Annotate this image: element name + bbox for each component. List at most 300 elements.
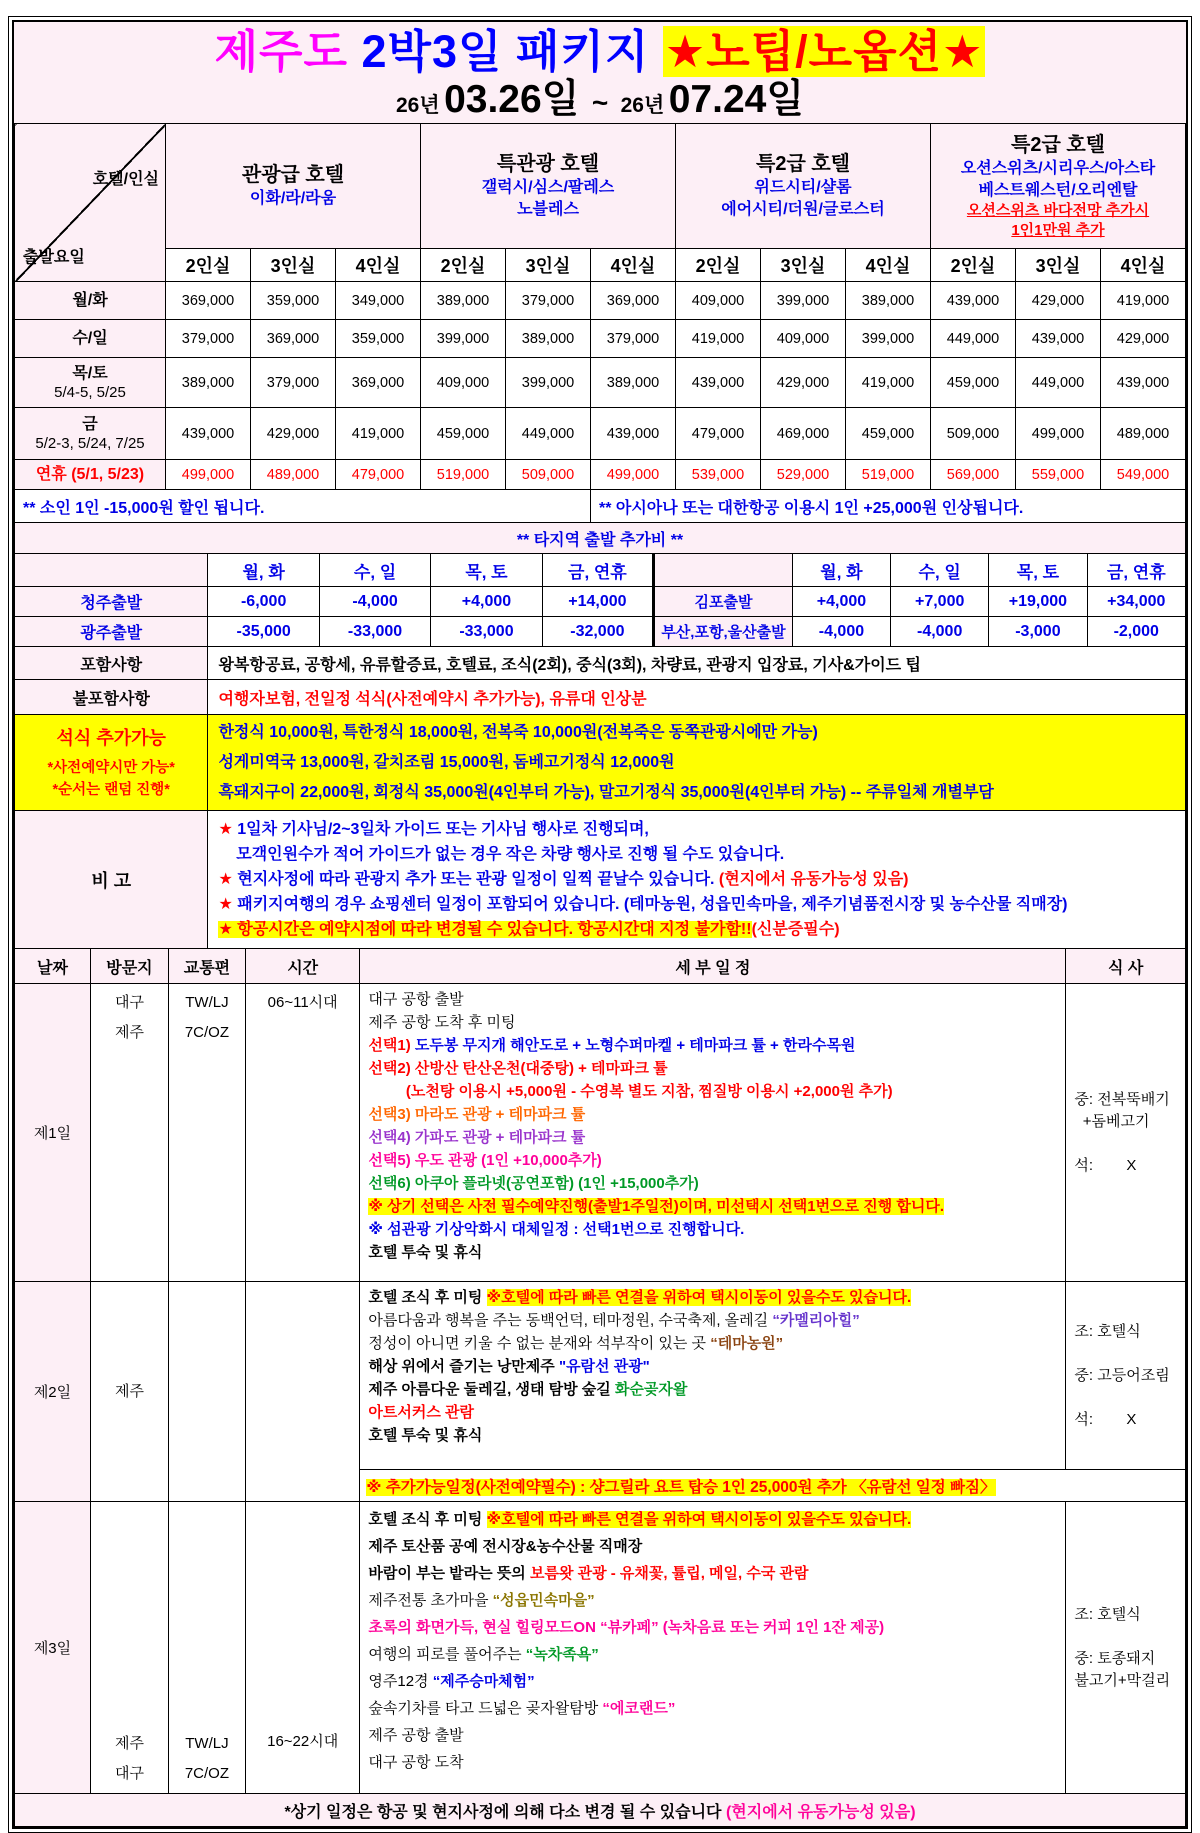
page-inner-border xyxy=(12,20,1188,1829)
price-cell: 509,000 xyxy=(931,408,1016,460)
price-cell: 409,000 xyxy=(421,358,506,408)
detail-line xyxy=(368,1332,1061,1355)
room-type-header: 4인실 xyxy=(846,249,931,282)
dinner-option-line: 한정식 10,000원, 특한정식 18,000원, 전복죽 10,000원(전복죽은 동쪽관광시에만 가능) xyxy=(218,723,818,741)
airline-codes: TW/LJ xyxy=(185,994,229,1011)
price-cell: 399,000 xyxy=(761,282,846,320)
price-cell: 549,000 xyxy=(1101,460,1186,490)
time-cell xyxy=(245,1502,359,1794)
price-cell: 429,000 xyxy=(761,358,846,408)
price-cell: 429,000 xyxy=(1101,320,1186,358)
text-segment: (노천탕 이용시 +5,000원 - 수영복 별도 지참, 찜질방 이용시 +2,000원 추가) xyxy=(368,1083,893,1100)
itinerary-day-row xyxy=(15,1502,1186,1794)
price-cell: 379,000 xyxy=(591,320,676,358)
text-segment: 도두봉 무지개 해안도로 + 노형수퍼마켙 + 테마파크 튤 + 한라수목원 xyxy=(414,1037,856,1054)
day-label-text: 수/일 xyxy=(72,329,108,347)
price-cell: 519,000 xyxy=(421,460,506,490)
title-block xyxy=(14,22,1186,124)
text-segment: 선택6) 아쿠아 플라넷(공연포함) (1인 +15,000추가) xyxy=(368,1175,699,1192)
hotel-room-corner-cell xyxy=(15,124,166,282)
text-segment: 호텔 조식 후 미팅 xyxy=(368,1289,487,1306)
detail-line xyxy=(368,1286,1061,1309)
room-type-header: 4인실 xyxy=(591,249,676,282)
itinerary-column-header: 날짜 xyxy=(15,949,91,984)
surcharge-day-header: 금, 연휴 xyxy=(1087,554,1185,587)
dinner-label-line: 석식 추가가능 xyxy=(56,728,166,749)
surcharge-value: +4,000 xyxy=(431,587,542,617)
blank-cell xyxy=(15,554,208,587)
transport-cell xyxy=(168,1502,245,1794)
detail-line xyxy=(368,1057,1061,1080)
date-range xyxy=(14,77,1186,121)
title-notip-badge: ★노팁/노옵션★ xyxy=(664,26,984,77)
surcharge-value: -32,000 xyxy=(542,617,653,647)
day-label-dates: 5/4-5, 5/25 xyxy=(54,383,126,401)
meal-line: 불고기+막걸리 xyxy=(1074,1671,1171,1689)
surcharge-value: -3,000 xyxy=(989,617,1087,647)
price-cell: 369,000 xyxy=(336,358,421,408)
surcharge-day-header: 금, 연휴 xyxy=(542,554,653,587)
itinerary-column-header: 방문지 xyxy=(90,949,168,984)
meal-line: 조: 호텔식 xyxy=(1074,1605,1141,1623)
dinner-addon-options xyxy=(208,715,1186,811)
price-cell: 379,000 xyxy=(166,320,251,358)
text-segment: 현지사정에 따라 관광지 추가 또는 관광 일정이 일찍 끝날수 있습니다. xyxy=(232,871,719,888)
meal-line: 중: 토종돼지 xyxy=(1074,1649,1156,1667)
hotel-red-note: 오션스위츠 바다전망 추가시 xyxy=(966,202,1150,220)
price-cell: 379,000 xyxy=(251,358,336,408)
day-number-cell: 제2일 xyxy=(15,1282,91,1502)
hotel-group-header xyxy=(931,124,1186,249)
price-cell: 449,000 xyxy=(1016,358,1101,408)
detail-line xyxy=(368,1401,1061,1424)
hotel-names: 갤럭시/심스/팔레스 xyxy=(481,179,615,197)
meals-cell xyxy=(1066,1282,1186,1470)
price-row xyxy=(15,358,1186,408)
hotel-group-header xyxy=(166,124,421,249)
price-row xyxy=(15,282,1186,320)
price-cell: 369,000 xyxy=(166,282,251,320)
surcharge-value: +7,000 xyxy=(891,587,989,617)
surcharge-value: -6,000 xyxy=(208,587,319,617)
text-segment: 정성이 아니면 키울 수 없는 분재와 석부작이 있는 곳 xyxy=(368,1335,711,1352)
hotel-header-row xyxy=(15,124,1186,249)
price-cell: 509,000 xyxy=(506,460,591,490)
text-segment: 대구 공항 도착 xyxy=(368,1754,464,1771)
detail-line xyxy=(368,1309,1061,1332)
corner-label-hotel: 호텔/인실 xyxy=(92,171,159,188)
departure-city-label: 청주출발 xyxy=(15,587,208,617)
room-type-header: 2인실 xyxy=(931,249,1016,282)
date-end: 07.24일 xyxy=(668,77,805,121)
meals-cell xyxy=(1066,1502,1186,1794)
meals-cell xyxy=(1066,984,1186,1282)
itinerary-table xyxy=(14,948,1186,1827)
place-cell xyxy=(90,984,168,1282)
date-start: 03.26일 xyxy=(444,77,580,121)
day-label-text: 금 xyxy=(82,415,98,433)
surcharge-value: -4,000 xyxy=(319,587,430,617)
room-type-header: 2인실 xyxy=(421,249,506,282)
price-cell: 569,000 xyxy=(931,460,1016,490)
price-cell: 529,000 xyxy=(761,460,846,490)
price-cell: 399,000 xyxy=(421,320,506,358)
text-segment: 제주전통 초가마을 xyxy=(368,1592,493,1609)
transport-cell xyxy=(168,1282,245,1502)
text-segment: 제주 아름다운 둘레길, 생태 탐방 숲길 xyxy=(368,1381,615,1398)
excluded-text: 여행자보험, 전일정 석식(사전예약시 추가가능), 유류대 인상분 xyxy=(208,680,1186,715)
dinner-addon-label xyxy=(15,715,208,811)
surcharge-value: +14,000 xyxy=(542,587,653,617)
price-cell: 449,000 xyxy=(506,408,591,460)
text-segment: 선택1) xyxy=(368,1037,415,1054)
text-segment: 호텔 조식 후 미팅 xyxy=(368,1511,487,1528)
hotel-red-note: 1인1만원 추가 xyxy=(1011,221,1105,239)
hotel-grade-name: 특관광 호텔 xyxy=(496,153,600,176)
text-segment: ★ xyxy=(218,821,233,838)
detail-line xyxy=(368,1378,1061,1401)
price-cell: 499,000 xyxy=(591,460,676,490)
price-cell: 469,000 xyxy=(761,408,846,460)
price-cell: 459,000 xyxy=(931,358,1016,408)
departure-day-label xyxy=(15,282,166,320)
price-cell: 359,000 xyxy=(251,282,336,320)
airline-surcharge-note: ** 아시아나 또는 대한항공 이용시 1인 +25,000원 인상됩니다. xyxy=(591,490,1186,523)
meal-line: 중: 전복뚝배기 xyxy=(1074,1090,1170,1108)
text-segment: 제주 공항 출발 xyxy=(368,1727,464,1744)
room-type-header: 2인실 xyxy=(166,249,251,282)
remark-line xyxy=(218,817,1181,842)
airline-codes: 7C/OZ xyxy=(184,1024,230,1041)
dinner-label-line: *사전예약시만 가능* xyxy=(47,760,175,777)
price-row xyxy=(15,320,1186,358)
detail-line xyxy=(368,1695,1061,1722)
text-segment: (신분증필수) xyxy=(751,921,840,938)
detail-line xyxy=(368,1668,1061,1695)
surcharge-value: -2,000 xyxy=(1087,617,1185,647)
text-segment: ※ 섬관광 기상악화시 대체일정 : 선택1번으로 진행합니다. xyxy=(368,1221,745,1238)
remark-line xyxy=(218,867,1181,892)
text-segment: ★ 항공시간은 예약시점에 따라 변경될 수 있습니다. 항공시간대 지정 불가함!! xyxy=(218,921,752,938)
surcharge-row xyxy=(15,587,1186,617)
detail-line xyxy=(368,1641,1061,1668)
departure-city-label: 김포출발 xyxy=(654,587,793,617)
price-cell: 379,000 xyxy=(506,282,591,320)
price-cell: 479,000 xyxy=(336,460,421,490)
dinner-option-line: 성게미역국 13,000원, 갈치조림 15,000원, 돔베고기정식 12,000원 xyxy=(218,753,675,771)
included-row xyxy=(15,647,1186,680)
surcharge-day-header: 월, 화 xyxy=(208,554,319,587)
day-label-text: 목/토 xyxy=(72,364,108,382)
text-segment: “테마농원” xyxy=(710,1335,784,1352)
price-cell: 429,000 xyxy=(251,408,336,460)
hotel-grade-name: 특2급 호텔 xyxy=(756,153,850,176)
price-cell: 439,000 xyxy=(1101,358,1186,408)
blank-cell xyxy=(654,554,793,587)
price-cell: 409,000 xyxy=(676,282,761,320)
text-segment: ★ xyxy=(218,871,233,888)
detail-line xyxy=(368,1103,1061,1126)
dinner-addon-row xyxy=(15,715,1186,811)
itinerary-column-header: 교통편 xyxy=(168,949,245,984)
title-package-text: 2박3일 패키지 xyxy=(347,26,663,77)
price-cell: 449,000 xyxy=(931,320,1016,358)
price-cell: 359,000 xyxy=(336,320,421,358)
price-cell: 389,000 xyxy=(591,358,676,408)
text-segment: “카멜리아힐” xyxy=(772,1312,860,1329)
text-segment: "유람선 관광" xyxy=(558,1358,650,1375)
text-segment: 영주12경 xyxy=(368,1673,433,1690)
day-details xyxy=(360,984,1066,1282)
place-name: 제주 xyxy=(114,1024,144,1041)
surcharge-value: +34,000 xyxy=(1087,587,1185,617)
price-cell: 409,000 xyxy=(761,320,846,358)
departure-day-label xyxy=(15,320,166,358)
airline-codes: 7C/OZ xyxy=(184,1765,230,1782)
detail-line xyxy=(368,1218,1061,1241)
itinerary-footer-row xyxy=(15,1794,1186,1827)
date-year-end: 26년 xyxy=(620,93,665,117)
excluded-label: 불포함사항 xyxy=(15,680,208,715)
price-cell: 419,000 xyxy=(336,408,421,460)
price-cell: 369,000 xyxy=(251,320,336,358)
itinerary-day-row xyxy=(15,1282,1186,1470)
day-number-cell: 제1일 xyxy=(15,984,91,1282)
text-segment: 바람이 부는 밭라는 뜻의 xyxy=(368,1565,530,1582)
departure-day-label xyxy=(15,408,166,460)
detail-line xyxy=(368,1172,1061,1195)
remark-line xyxy=(218,892,1181,917)
price-cell: 389,000 xyxy=(506,320,591,358)
detail-line xyxy=(368,1126,1061,1149)
surcharge-day-header: 월, 화 xyxy=(792,554,890,587)
meal-line: 석: X xyxy=(1074,1410,1137,1428)
surcharge-day-header: 목, 토 xyxy=(431,554,542,587)
text-segment: 여행의 피로를 풀어주는 xyxy=(368,1646,526,1663)
price-cell: 369,000 xyxy=(591,282,676,320)
price-cell: 419,000 xyxy=(846,358,931,408)
itinerary-column-header: 세 부 일 정 xyxy=(360,949,1066,984)
time-cell xyxy=(245,984,359,1282)
surcharge-day-header: 목, 토 xyxy=(989,554,1087,587)
hotel-group-header xyxy=(421,124,676,249)
detail-line xyxy=(368,1533,1061,1560)
page-title xyxy=(14,26,1186,78)
price-cell: 439,000 xyxy=(676,358,761,408)
departure-city-label: 부산,포항,울산출발 xyxy=(654,617,793,647)
price-cell: 439,000 xyxy=(931,282,1016,320)
text-segment: ★ xyxy=(218,896,233,913)
corner-label-departure-day: 출발요일 xyxy=(23,249,85,266)
text-segment: ※호텔에 따라 빠른 연결을 위하여 택시이동이 있을수도 있습니다. xyxy=(486,1289,912,1306)
child-discount-note: ** 소인 1인 -15,000원 할인 됩니다. xyxy=(15,490,591,523)
room-type-header: 3인실 xyxy=(506,249,591,282)
detail-line xyxy=(368,1011,1061,1034)
hotel-names: 노블레스 xyxy=(517,201,579,218)
time-range: 06~11시대 xyxy=(267,994,338,1011)
meal-line xyxy=(1074,1133,1184,1155)
detail-line xyxy=(368,1195,1061,1218)
detail-line xyxy=(368,1749,1061,1776)
date-year-start: 26년 xyxy=(395,93,440,117)
text-segment: 제주 토산품 공예 전시장&농수산물 직매장 xyxy=(368,1538,643,1555)
detail-line xyxy=(368,1241,1061,1264)
price-table xyxy=(14,123,1186,523)
price-cell: 439,000 xyxy=(166,408,251,460)
room-type-header: 3인실 xyxy=(251,249,336,282)
text-segment: 화순곶자왈 xyxy=(614,1381,688,1398)
price-cell: 439,000 xyxy=(1016,320,1101,358)
price-cell: 489,000 xyxy=(1101,408,1186,460)
remarks-label: 비 고 xyxy=(15,811,208,949)
day-label-dates: 5/2-3, 5/24, 7/25 xyxy=(35,434,145,452)
text-segment: 대구 공항 출발 xyxy=(368,991,464,1008)
surcharge-value: -4,000 xyxy=(792,617,890,647)
price-cell: 519,000 xyxy=(846,460,931,490)
airline-codes: TW/LJ xyxy=(185,1735,229,1752)
day-number-cell: 제3일 xyxy=(15,1502,91,1794)
price-cell: 559,000 xyxy=(1016,460,1101,490)
price-cell: 389,000 xyxy=(421,282,506,320)
time-cell xyxy=(245,1282,359,1502)
surcharge-info-table xyxy=(14,522,1186,949)
text-segment: 호텔 투숙 및 휴식 xyxy=(368,1427,483,1444)
hotel-names: 위드시티/샬롬 xyxy=(754,179,852,197)
text-segment: 패키지여행의 경우 쇼핑센터 일정이 포함되어 있습니다. (테마농원, 성읍민속마을, 제주기념품전시장 및 농수산물 직매장) xyxy=(232,896,1068,913)
surcharge-value: -33,000 xyxy=(319,617,430,647)
room-type-header: 2인실 xyxy=(676,249,761,282)
text-segment: “성읍민속마을” xyxy=(492,1592,595,1609)
time-range: 16~22시대 xyxy=(267,1733,339,1750)
text-segment: 아름다움과 행복을 주는 동백언덕, 테마정원, 수국축제, 올레길 xyxy=(368,1312,773,1329)
dinner-option-line: 흑돼지구이 22,000원, 회정식 35,000원(4인부터 가능), 말고기정식 35,000원(4인부터 가능) -- 주류일체 개별부담 xyxy=(218,783,994,801)
text-segment: 선택2) 산방산 탄산온천(대중탕) + 테마파크 튤 xyxy=(368,1060,668,1077)
surcharge-row xyxy=(15,617,1186,647)
price-cell: 489,000 xyxy=(251,460,336,490)
text-segment: (현지에서 유동가능성 있음) xyxy=(718,871,909,888)
detail-line xyxy=(368,1560,1061,1587)
surcharge-title-row xyxy=(15,523,1186,554)
text-segment: 호텔 투숙 및 휴식 xyxy=(368,1244,483,1261)
detail-line xyxy=(368,1722,1061,1749)
excluded-row xyxy=(15,680,1186,715)
meal-line: 중: 고등어조림 xyxy=(1074,1366,1170,1384)
room-type-row xyxy=(15,249,1186,282)
detail-line xyxy=(368,1424,1061,1447)
price-cell: 459,000 xyxy=(846,408,931,460)
hotel-names: 이화/라/라움 xyxy=(249,190,337,208)
text-segment: ※호텔에 따라 빠른 연결을 위하여 택시이동이 있을수도 있습니다. xyxy=(486,1511,912,1528)
price-row xyxy=(15,408,1186,460)
schedule-change-footnote xyxy=(15,1794,1186,1827)
surcharge-day-header: 수, 일 xyxy=(891,554,989,587)
meal-line xyxy=(1074,1387,1184,1409)
surcharge-header-row xyxy=(15,554,1186,587)
text-segment: 보름왓 관광 - 유채꽃, 튤립, 메일, 수국 관람 xyxy=(529,1565,809,1582)
price-cell: 539,000 xyxy=(676,460,761,490)
place-cell xyxy=(90,1502,168,1794)
place-name: 제주 xyxy=(114,1735,144,1752)
dinner-label-line: *순서는 랜덤 진행* xyxy=(52,781,170,798)
surcharge-value: +19,000 xyxy=(989,587,1087,617)
detail-line xyxy=(368,1034,1061,1057)
text-segment: “녹차족욕” xyxy=(525,1646,599,1663)
price-cell: 399,000 xyxy=(846,320,931,358)
day-label-text: 연휴 (5/1, 5/23) xyxy=(35,465,145,483)
included-label: 포함사항 xyxy=(15,647,208,680)
hotel-grade-name: 관광급 호텔 xyxy=(241,164,345,187)
meal-line: +돔베고기 xyxy=(1074,1112,1150,1130)
title-destination: 제주도 xyxy=(214,26,348,77)
hotel-names: 에어시티/더원/글로스터 xyxy=(721,201,885,218)
day-details xyxy=(360,1502,1066,1794)
price-cell: 389,000 xyxy=(846,282,931,320)
hotel-grade-name: 특2급 호텔 xyxy=(1011,133,1105,156)
price-cell: 499,000 xyxy=(166,460,251,490)
transport-cell xyxy=(168,984,245,1282)
place-name: 대구 xyxy=(114,1765,144,1782)
price-cell: 439,000 xyxy=(591,408,676,460)
text-segment: 초록의 화면가득, 현실 힐링모드ON “뷰카페” (녹차음료 또는 커피 1인 1잔 제공) xyxy=(368,1619,885,1636)
room-type-header: 3인실 xyxy=(1016,249,1101,282)
itinerary-day-row xyxy=(15,984,1186,1282)
footnote-text: *상기 일정은 항공 및 현지사정에 의해 다소 변경 될 수 있습니다 xyxy=(284,1803,726,1821)
detail-line xyxy=(368,1506,1061,1533)
hotel-names: 오션스위츠/시리우스/아스타 xyxy=(960,159,1156,177)
additional-option-text: ※ 추가가능일정(사전예약필수) : 샹그릴라 요트 탑승 1인 25,000원 추가 〈유람선 일정 빠짐〉 xyxy=(366,1478,996,1496)
text-segment: 해상 위에서 즐기는 낭만제주 xyxy=(368,1358,559,1375)
price-cell: 349,000 xyxy=(336,282,421,320)
text-segment: 선택5) 우도 관광 (1인 +10,000추가) xyxy=(368,1152,602,1169)
detail-line xyxy=(368,1614,1061,1641)
surcharge-value: -33,000 xyxy=(431,617,542,647)
price-row xyxy=(15,460,1186,490)
meal-line: 조: 호텔식 xyxy=(1074,1322,1141,1340)
meal-line xyxy=(1074,1626,1184,1648)
additional-option-note xyxy=(360,1470,1186,1502)
price-cell: 419,000 xyxy=(676,320,761,358)
detail-line xyxy=(368,1149,1061,1172)
detail-line xyxy=(368,1080,1061,1103)
room-type-header: 4인실 xyxy=(1101,249,1186,282)
text-segment: “제주승마체험” xyxy=(432,1673,535,1690)
itinerary-header-row xyxy=(15,949,1186,984)
text-segment: 제주 공항 도착 후 미팅 xyxy=(368,1014,516,1031)
price-cell: 429,000 xyxy=(1016,282,1101,320)
meal-line xyxy=(1074,1343,1184,1365)
hotel-group-header xyxy=(676,124,931,249)
included-text: 왕복항공료, 공항세, 유류할증료, 호텔료, 조식(2회), 중식(3회), 차량료, 관광지 입장료, 기사&가이드 팁 xyxy=(208,647,1186,680)
room-type-header: 4인실 xyxy=(336,249,421,282)
day-label-text: 월/화 xyxy=(72,291,108,309)
surcharge-value: -4,000 xyxy=(891,617,989,647)
detail-line xyxy=(368,1355,1061,1378)
date-tilde: ~ xyxy=(591,86,609,118)
surcharge-value: +4,000 xyxy=(792,587,890,617)
remark-line xyxy=(218,842,1181,867)
footnote-highlight: (현지에서 유동가능성 있음) xyxy=(725,1803,916,1821)
price-cell: 479,000 xyxy=(676,408,761,460)
departure-day-label xyxy=(15,358,166,408)
price-cell: 419,000 xyxy=(1101,282,1186,320)
surcharge-day-header: 수, 일 xyxy=(319,554,430,587)
price-cell: 399,000 xyxy=(506,358,591,408)
detail-line xyxy=(368,988,1061,1011)
text-segment: 모객인원수가 적어 가이드가 없는 경우 작은 차량 행사로 진행 될 수도 있습니다. xyxy=(218,846,785,863)
price-cell: 459,000 xyxy=(421,408,506,460)
place-name: 제주 xyxy=(114,1382,144,1400)
text-segment: 선택3) 마라도 관광 + 테마파크 튤 xyxy=(368,1106,586,1123)
